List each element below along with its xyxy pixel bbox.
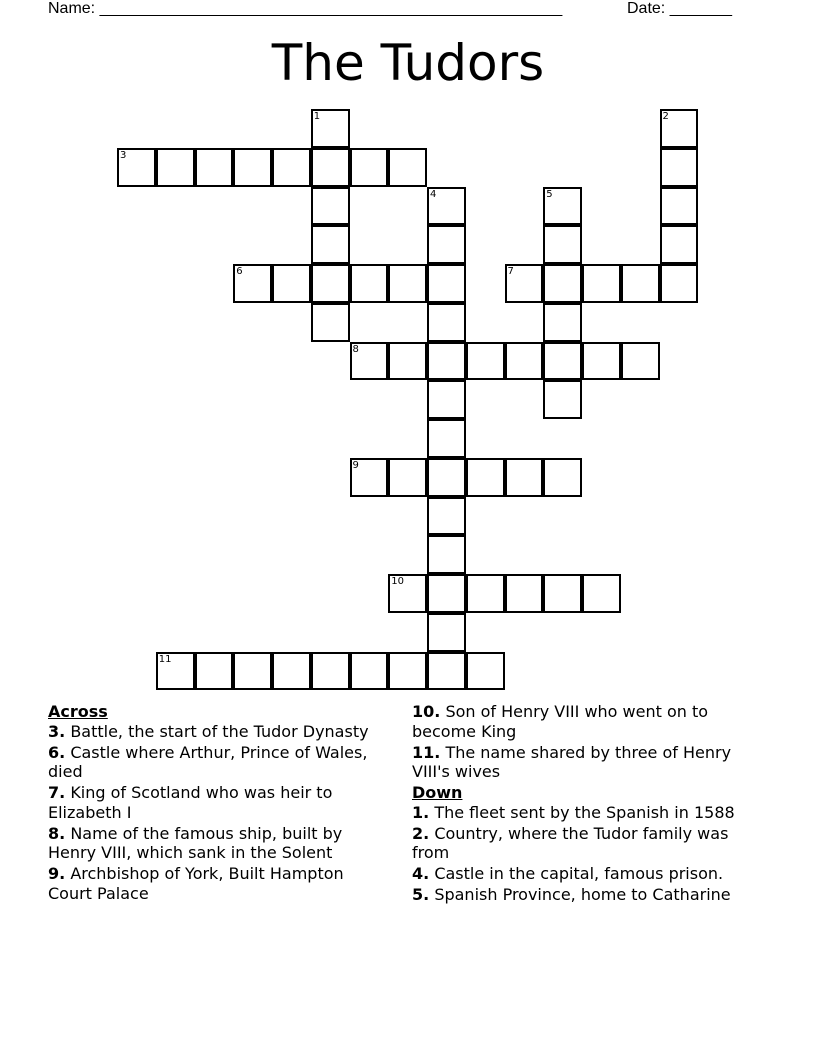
name-field-label[interactable]: Name: ____________________________________________________ (48, 0, 563, 17)
crossword-cell[interactable] (195, 652, 234, 691)
clue-text: The fleet sent by the Spanish in 1588 (434, 802, 735, 822)
clue-number: 4. (412, 864, 430, 883)
crossword-cell[interactable] (427, 225, 466, 264)
crossword-cell[interactable] (388, 574, 427, 613)
crossword-cell[interactable] (272, 652, 311, 691)
crossword-cell[interactable] (156, 652, 195, 691)
clue-across-6 (48, 743, 388, 782)
crossword-cell[interactable] (427, 535, 466, 574)
clue-number: 2. (412, 823, 430, 843)
crossword-cell[interactable] (233, 652, 272, 691)
clue-text: The name shared by three of Henry VIII's wives (412, 742, 732, 781)
crossword-cell[interactable] (660, 264, 699, 303)
clue-across-8 (48, 824, 388, 863)
clue-number: 8. (48, 823, 66, 843)
crossword-cell[interactable] (427, 187, 466, 226)
crossword-cell[interactable] (233, 148, 272, 187)
clue-text: Spanish Province, home to Catharine (434, 885, 731, 904)
crossword-cell[interactable] (311, 187, 350, 226)
clue-across-11 (412, 743, 768, 782)
crossword-cell[interactable] (388, 264, 427, 303)
clue-number: 11. (412, 742, 441, 762)
crossword-cell[interactable] (388, 148, 427, 187)
crossword-cell[interactable] (311, 225, 350, 264)
crossword-cell[interactable] (466, 574, 505, 613)
clue-number: 7. (48, 783, 66, 802)
crossword-cell[interactable] (505, 574, 544, 613)
clue-across-3 (48, 722, 388, 742)
crossword-cell[interactable] (311, 652, 350, 691)
clue-number: 6. (48, 742, 66, 762)
clue-number: 3. (48, 721, 66, 741)
crossword-cell[interactable] (350, 342, 389, 381)
cell-number: 1 (313, 111, 321, 122)
crossword-cell[interactable] (543, 303, 582, 342)
crossword-cell[interactable] (427, 342, 466, 381)
crossword-cell[interactable] (582, 574, 621, 613)
crossword-cell[interactable] (427, 419, 466, 458)
clue-text: Country, where the Tudor family was from (412, 823, 729, 862)
cell-number: 11 (158, 653, 172, 665)
crossword-cell[interactable] (427, 380, 466, 419)
crossword-cell[interactable] (311, 264, 350, 303)
crossword-cell[interactable] (388, 652, 427, 691)
cell-number: 5 (546, 188, 553, 200)
crossword-cell[interactable] (660, 109, 699, 148)
date-field-label[interactable]: Date: _______ (627, 0, 732, 17)
crossword-cell[interactable] (660, 187, 699, 226)
clue-text: Battle, the start of the Tudor Dynasty (70, 721, 369, 741)
crossword-cell[interactable] (195, 148, 234, 187)
clues-left-column (48, 702, 388, 905)
clue-text: Archbishop of York, Built Hampton Court Palace (48, 864, 344, 903)
crossword-cell[interactable] (427, 574, 466, 613)
crossword-cell[interactable] (350, 458, 389, 497)
crossword-cell[interactable] (543, 458, 582, 497)
crossword-cell[interactable] (350, 652, 389, 691)
cell-number: 2 (662, 111, 669, 122)
crossword-cell[interactable] (466, 458, 505, 497)
crossword-cell[interactable] (117, 148, 156, 187)
crossword-cell[interactable] (427, 497, 466, 536)
crossword-cell[interactable] (311, 109, 350, 148)
crossword-cell[interactable] (582, 264, 621, 303)
clue-text: Name of the famous ship, built by Henry VIII, which sank in the Solent (48, 823, 343, 862)
crossword-cell[interactable] (543, 264, 582, 303)
cell-number: 6 (236, 266, 243, 277)
clues-right-column (412, 702, 768, 906)
cell-number: 9 (352, 459, 359, 471)
crossword-cell[interactable] (427, 303, 466, 342)
cell-number: 4 (430, 188, 437, 200)
crossword-cell[interactable] (582, 342, 621, 381)
crossword-cell[interactable] (427, 652, 466, 691)
crossword-cell[interactable] (543, 187, 582, 226)
crossword-cell[interactable] (427, 458, 466, 497)
crossword-cell[interactable] (621, 264, 660, 303)
crossword-cell[interactable] (311, 303, 350, 342)
clue-number: 10. (412, 702, 441, 721)
clue-across-10 (412, 702, 768, 741)
cell-number: 8 (352, 343, 359, 355)
crossword-cell[interactable] (427, 264, 466, 303)
crossword-cell[interactable] (505, 342, 544, 381)
crossword-cell[interactable] (543, 380, 582, 419)
crossword-cell[interactable] (311, 148, 350, 187)
clue-text: Son of Henry VIII who went on to become King (412, 702, 709, 741)
clue-down-1 (412, 803, 768, 823)
clue-across-7 (48, 783, 388, 822)
clue-number: 1. (412, 802, 430, 822)
cell-number: 3 (120, 149, 127, 161)
clue-text: Castle where Arthur, Prince of Wales, died (48, 742, 368, 781)
across-heading: Across (48, 702, 108, 721)
crossword-cell[interactable] (660, 225, 699, 264)
crossword-cell[interactable] (427, 613, 466, 652)
clue-number: 5. (412, 885, 430, 904)
crossword-cell[interactable] (350, 264, 389, 303)
down-heading: Down (412, 783, 463, 802)
crossword-cell[interactable] (621, 342, 660, 381)
crossword-cell[interactable] (505, 264, 544, 303)
crossword-cell[interactable] (543, 342, 582, 381)
crossword-cell[interactable] (272, 264, 311, 303)
clue-across-9 (48, 864, 388, 903)
page-title: The Tudors (271, 34, 545, 92)
clue-number: 9. (48, 864, 66, 883)
clue-text: King of Scotland who was heir to Elizabeth I (48, 783, 333, 822)
crossword-cell[interactable] (660, 148, 699, 187)
crossword-cell[interactable] (156, 148, 195, 187)
crossword-cell[interactable] (466, 652, 505, 691)
clue-down-4 (412, 864, 768, 884)
crossword-cell[interactable] (388, 342, 427, 381)
crossword-cell[interactable] (543, 574, 582, 613)
clue-down-5 (412, 885, 768, 905)
clue-text: Castle in the capital, famous prison. (434, 864, 724, 883)
crossword-cell[interactable] (466, 342, 505, 381)
crossword-cell[interactable] (388, 458, 427, 497)
cell-number: 10 (391, 576, 404, 587)
crossword-cell[interactable] (543, 225, 582, 264)
clue-down-2 (412, 824, 768, 863)
crossword-cell[interactable] (233, 264, 272, 303)
crossword-cell[interactable] (505, 458, 544, 497)
cell-number: 7 (507, 266, 514, 277)
crossword-cell[interactable] (272, 148, 311, 187)
crossword-cell[interactable] (350, 148, 389, 187)
